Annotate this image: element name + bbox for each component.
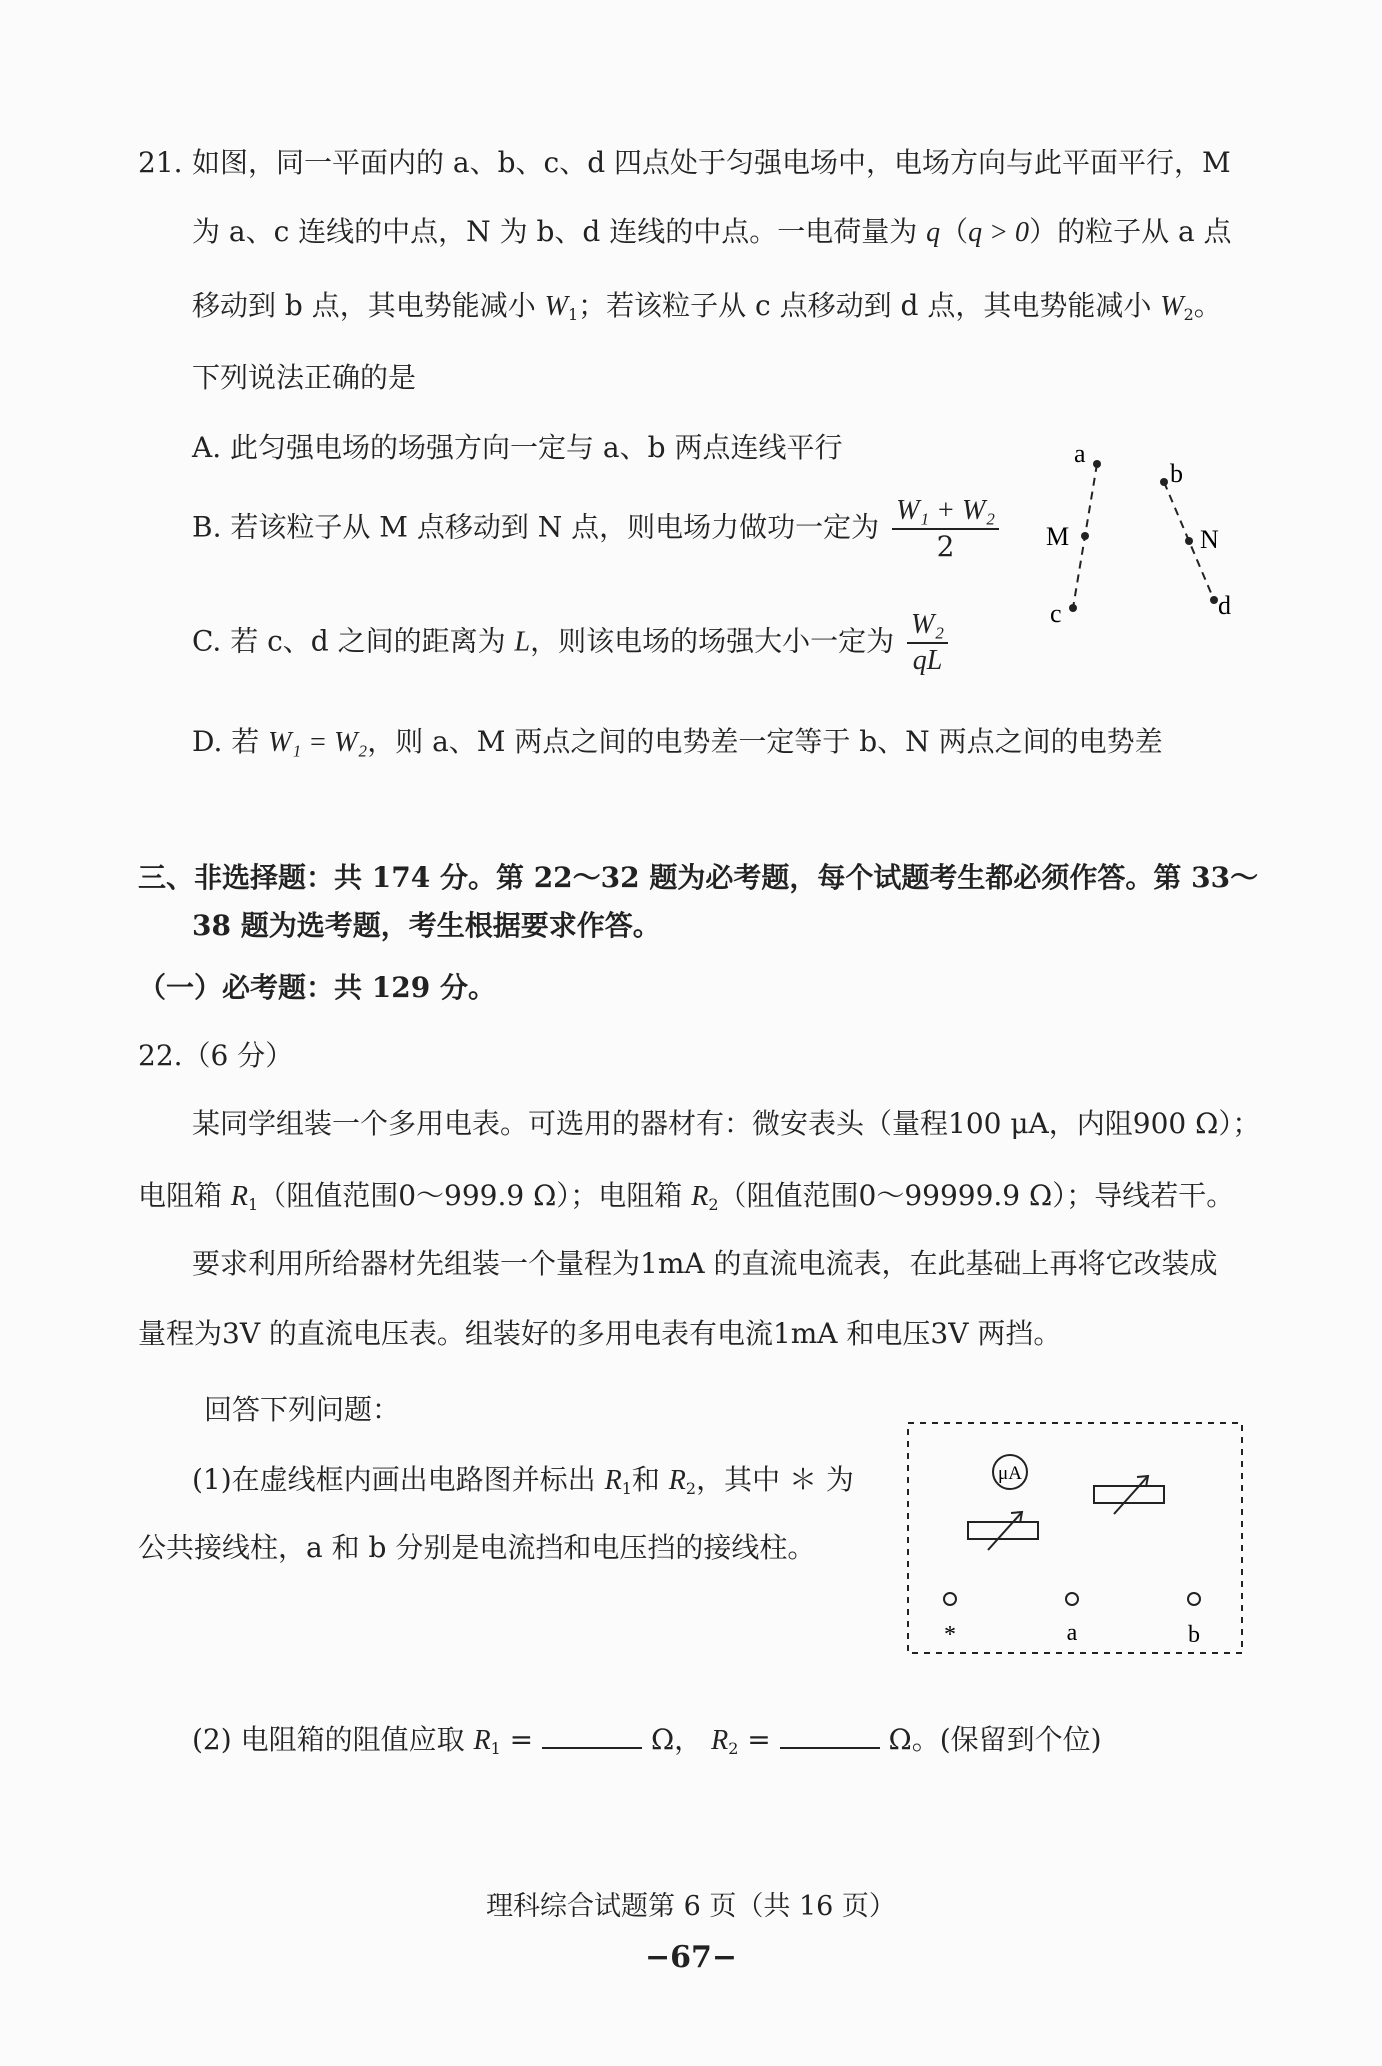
q22-p1-line2-b: （阻值范围0～999.9 Ω）；电阻箱 xyxy=(258,1179,683,1212)
microammeter-icon xyxy=(993,1455,1027,1489)
q21-stem-line3-end: 。 xyxy=(1193,289,1222,322)
variable-resistor-r1-icon xyxy=(968,1512,1038,1550)
page-number: −67− xyxy=(644,1940,738,1975)
q21-option-b-text: B. 若该粒子从 M 点移动到 N 点，则电场力做功一定为 xyxy=(192,510,880,544)
variable-resistor-r2-icon xyxy=(1094,1476,1164,1514)
r1-answer-blank[interactable] xyxy=(542,1723,642,1749)
microammeter-label: μA xyxy=(998,1463,1022,1484)
point-c xyxy=(1069,604,1077,612)
q22-p1-line2-a: 电阻箱 xyxy=(138,1179,223,1212)
q22-p2-line2: 量程为3V 的直流电压表。组装好的多用电表有电流1mA 和电压3V 两挡。 xyxy=(138,1317,1062,1350)
q21-option-c xyxy=(192,608,952,678)
q21-stem-line3-b: ；若该粒子从 c 点移动到 d 点，其电势能减小 xyxy=(578,289,1152,322)
q21-stem-line4: 下列说法正确的是 xyxy=(192,361,417,394)
terminal-a[interactable] xyxy=(1066,1593,1078,1605)
terminal-b[interactable] xyxy=(1188,1593,1200,1605)
q21-option-a: A. 此匀强电场的场强方向一定与 a、b 两点连线平行 xyxy=(192,431,843,464)
q21-option-c-text2: ，则该电场的场强大小一定为 xyxy=(530,624,895,658)
q21-option-d xyxy=(192,722,1163,763)
q21-option-b-fraction xyxy=(892,494,999,564)
q21-w2-symbol: W xyxy=(1160,291,1184,322)
r2-answer-blank[interactable] xyxy=(780,1723,880,1749)
q21-option-c-numerator: W₂ xyxy=(907,608,948,644)
q21-option-b-denominator: 2 xyxy=(936,530,955,563)
q21-number: 21. xyxy=(138,146,183,179)
point-m xyxy=(1081,532,1089,540)
point-d xyxy=(1210,596,1218,604)
label-a: a xyxy=(1074,439,1086,468)
label-b: b xyxy=(1170,459,1183,488)
q21-figure xyxy=(1030,430,1260,640)
q21-stem-line1: 如图，同一平面内的 a、b、c、d 四点处于匀强电场中，电场方向与此平面平行，M xyxy=(192,146,1231,179)
q21-charge-condition: q > 0 xyxy=(968,217,1030,248)
q22-sub1-line1-a: (1)在虚线框内画出电路图并标出 xyxy=(192,1463,596,1496)
q22-sub2-a: (2) 电阻箱的阻值应取 xyxy=(192,1723,465,1756)
q21-w1-symbol: W xyxy=(544,291,568,322)
q21-stem-line3: 移动到 b 点，其电势能减小 $W_1$；若该粒子从 c 点移动到 d 点，其电势能减小 $W_2$。 xyxy=(192,289,1222,324)
q22-answer-intro: 回答下列问题： xyxy=(204,1393,401,1426)
q21-option-c-text: C. 若 c、d 之间的距离为 xyxy=(192,624,506,658)
point-a xyxy=(1093,460,1101,468)
q22-sub1-line2: 公共接线柱，a 和 b 分别是电流挡和电压挡的接线柱。 xyxy=(138,1531,816,1564)
q21-option-c-fraction xyxy=(907,608,948,678)
q21-stem-line2 xyxy=(192,212,1232,253)
q22-sub1-line1: (1)在虚线框内画出电路图并标出 $R_1$和 $R_2$，其中 ＊ 为 xyxy=(192,1463,854,1498)
q22-sub2-c: Ω。(保留到个位) xyxy=(888,1723,1102,1756)
q21-option-b-numerator: W₁ + W₂ xyxy=(892,494,999,530)
point-b xyxy=(1160,478,1168,486)
terminal-a-label: a xyxy=(1066,1620,1078,1646)
label-n: N xyxy=(1200,525,1219,554)
q21-stem-line3-a: 移动到 b 点，其电势能减小 xyxy=(192,289,536,322)
q21-option-d-b: ，则 a、M 两点之间的电势差一定等于 b、N 两点之间的电势差 xyxy=(367,725,1163,758)
q21-option-c-length: L xyxy=(514,626,531,658)
label-m: M xyxy=(1046,522,1070,551)
q22-p1-line1: 某同学组装一个多用电表。可选用的器材有：微安表头（量程100 μA，内阻900 Ω）； xyxy=(192,1107,1261,1140)
q21-charge-symbol: q xyxy=(926,217,941,248)
q21-option-c-denominator: qL xyxy=(912,645,943,676)
section3-line2: 38 题为选考题，考生根据要求作答。 xyxy=(192,909,661,942)
q22-header: 22.（6 分） xyxy=(138,1039,294,1072)
label-c: c xyxy=(1050,599,1062,628)
terminal-common-label: * xyxy=(944,1622,956,1648)
q22-sub1-line1-b: 和 xyxy=(631,1463,660,1496)
section3-required: （一）必考题：共 129 分。 xyxy=(138,971,496,1004)
q21-paren-open: （ xyxy=(940,215,969,248)
point-n xyxy=(1185,537,1193,545)
q21-option-b xyxy=(192,494,1003,564)
footer-title: 理科综合试题第 6 页（共 16 页） xyxy=(486,1891,896,1922)
q22-sub2-b: Ω， xyxy=(650,1723,703,1756)
q21-option-d-equation: W₁ = W₂ xyxy=(268,727,368,758)
label-d: d xyxy=(1218,591,1231,620)
q21-stem-line2-a: 为 a、c 连线的中点，N 为 b、d 连线的中点。一电荷量为 xyxy=(192,215,918,248)
terminal-common[interactable] xyxy=(944,1593,956,1605)
q22-p2-line1: 要求利用所给器材先组装一个量程为1mA 的直流电流表，在此基础上再将它改装成 xyxy=(192,1247,1218,1280)
q22-sub2: (2) 电阻箱的阻值应取 $R_1 = \Omega$， $R_2 = \Omega$。(保留到个位) xyxy=(192,1723,1102,1758)
q21-stem-line2-b: ）的粒子从 a 点 xyxy=(1029,215,1232,248)
q22-p1-line2-c: （阻值范围0～99999.9 Ω）；导线若干。 xyxy=(718,1179,1235,1212)
q22-p1-line2: 电阻箱 $R_1$（阻值范围0～999.9 Ω）；电阻箱 $R_2$（阻值范围0～99999.9 Ω）；导线若干。 xyxy=(138,1179,1235,1214)
circuit-drawing-box[interactable] xyxy=(906,1420,1246,1660)
q22-sub1-line1-c: ，其中 ＊ 为 xyxy=(696,1463,854,1496)
terminal-b-label: b xyxy=(1188,1622,1200,1648)
q21-option-d-a: D. 若 xyxy=(192,725,260,758)
section3-line1: 三、非选择题：共 174 分。第 22～32 题为必考题，每个试题考生都必须作答。第 33～ xyxy=(138,861,1259,894)
